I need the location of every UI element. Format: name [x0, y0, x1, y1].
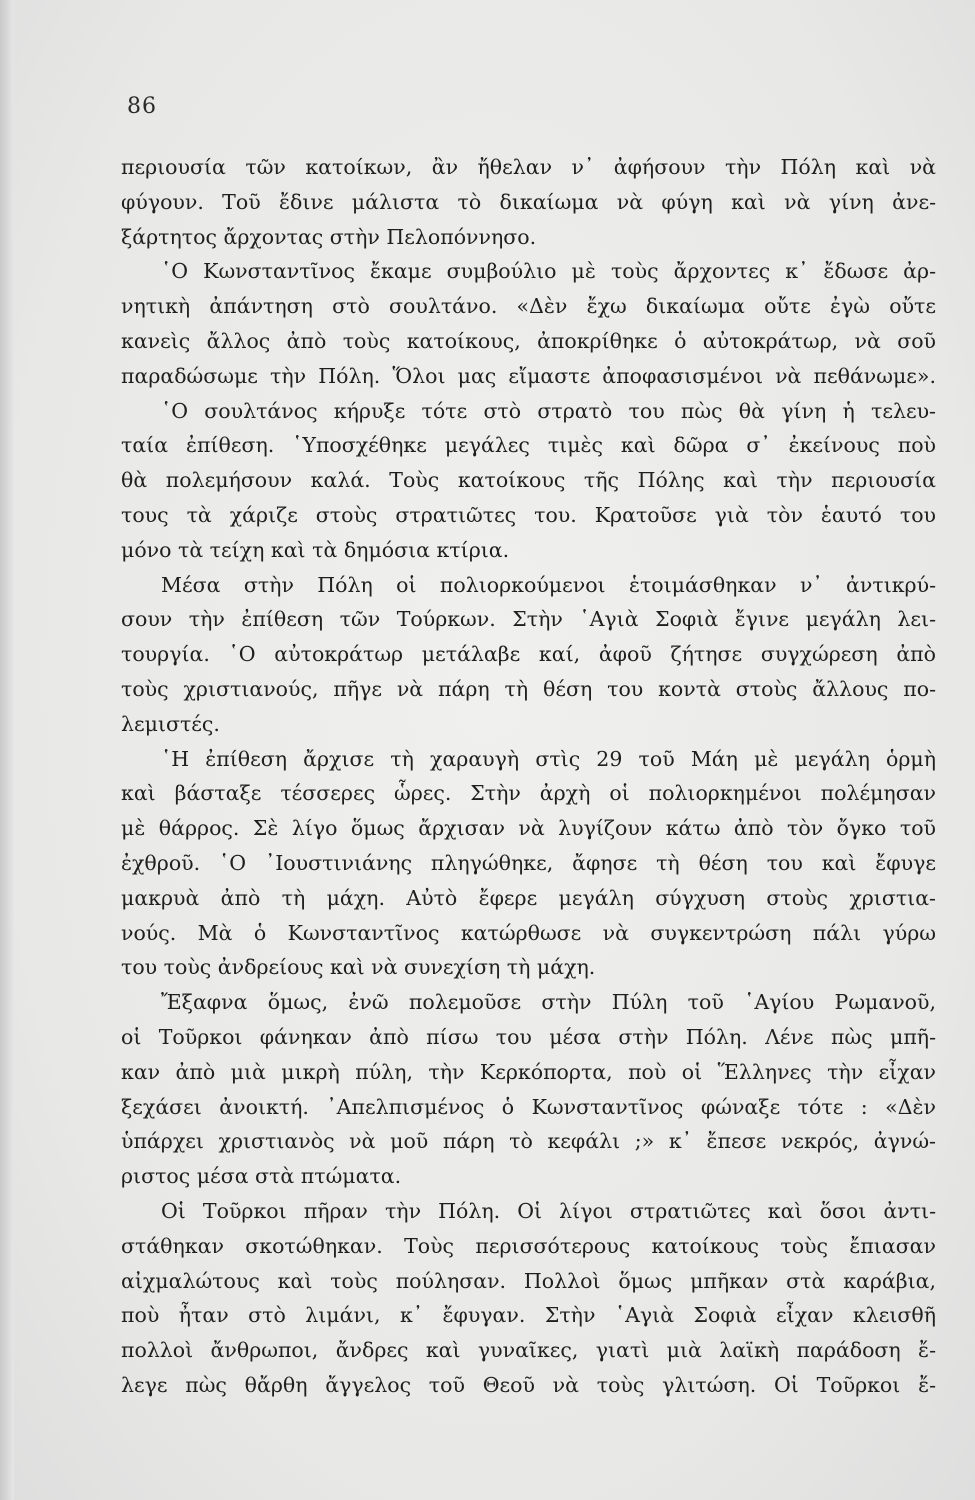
text-line: κανεὶς ἄλλος ἀπὸ τοὺς κατοίκους, ἀποκρίθηκε ὁ αὐτοκράτωρ, νὰ σοῦ [121, 328, 936, 353]
text-line: νητικὴ ἀπάντηση στὸ σουλτάνο. «Δὲν ἔχω δικαίωμα οὔτε ἐγὼ οὔτε [121, 294, 936, 319]
text-line: μακρυὰ ἀπὸ τὴ μάχη. Αὐτὸ ἔφερε μεγάλη σύγχυση στοὺς χριστια- [121, 885, 936, 910]
text-line: στάθηκαν σκοτώθηκαν. Τοὺς περισσότερους κατοίκους τοὺς ἔπιασαν [121, 1233, 936, 1258]
text-line: του τοὺς ἀνδρείους καὶ νὰ συνεχίση τὴ μάχη. [121, 955, 596, 980]
text-line: καὶ βάσταξε τέσσερες ὧρες. Στὴν ἀρχὴ οἱ πολιορκημένοι πολέμησαν [121, 781, 936, 806]
text-line: ποὺ ἦταν στὸ λιμάνι, κ᾿ ἔφυγαν. Στὴν ῾Αγιὰ Σοφιὰ εἶχαν κλεισθῆ [121, 1303, 936, 1328]
text-line: καν ἀπὸ μιὰ μικρὴ πύλη, τὴν Κερκόπορτα, ποὺ οἱ Ἕλληνες τὴν εἶχαν [121, 1059, 936, 1084]
text-line: ἐχθροῦ. ῾Ο ᾿Ιουστινιάνης πληγώθηκε, ἄφησε τὴ θέση του καὶ ἔφυγε [121, 850, 936, 875]
text-line: φύγουν. Τοῦ ἔδινε μάλιστα τὸ δικαίωμα νὰ φύγη καὶ νὰ γίνη ἀνε- [121, 189, 936, 214]
text-line: πολλοὶ ἄνθρωποι, ἄνδρες καὶ γυναῖκες, γιατὶ μιὰ λαϊκὴ παράδοση ἔ- [121, 1338, 936, 1363]
text-line: μόνο τὰ τείχη καὶ τὰ δημόσια κτίρια. [121, 537, 510, 562]
text-line: ριστος μέσα στὰ πτώματα. [121, 1164, 402, 1189]
text-line: τους τὰ χάριζε στοὺς στρατιῶτες του. Κρατοῦσε γιὰ τὸν ἑαυτό του [121, 502, 936, 527]
text-line: ξάρτητος ἄρχοντας στὴν Πελοπόννησο. [121, 224, 537, 249]
text-line: ῾Η ἐπίθεση ἄρχισε τὴ χαραυγὴ στὶς 29 τοῦ Μάη μὲ μεγάλη ὁρμὴ [161, 746, 936, 771]
text-line: θὰ πολεμήσουν καλά. Τοὺς κατοίκους τῆς Πόλης καὶ τὴν περιουσία [121, 468, 936, 493]
page-number: 86 [127, 94, 157, 119]
page-binding-edge [0, 0, 14, 1500]
text-line: Οἱ Τοῦρκοι πῆραν τὴν Πόλη. Οἱ λίγοι στρατιῶτες καὶ ὅσοι ἀντι- [161, 1198, 936, 1223]
text-line: οἱ Τοῦρκοι φάνηκαν ἀπὸ πίσω του μέσα στὴν Πόλη. Λένε πὼς μπῆ- [121, 1024, 936, 1049]
text-line: αἰχμαλώτους καὶ τοὺς πούλησαν. Πολλοὶ ὅμως μπῆκαν στὰ καράβια, [121, 1268, 936, 1293]
text-line: ξεχάσει ἀνοικτή. ᾿Απελπισμένος ὁ Κωνσταντῖνος φώναξε τότε : «Δὲν [121, 1094, 936, 1119]
text-line: περιουσία τῶν κατοίκων, ἂν ἤθελαν ν᾿ ἀφήσουν τὴν Πόλη καὶ νὰ [121, 155, 936, 179]
text-line: ὑπάρχει χριστιανὸς νὰ μοῦ πάρη τὸ κεφάλι ;» κ᾿ ἔπεσε νεκρός, ἀγνώ- [121, 1129, 936, 1154]
text-line: τουργία. ῾Ο αὐτοκράτωρ μετάλαβε καί, ἀφοῦ ζήτησε συγχώρεση ἀπὸ [121, 642, 936, 667]
text-line: ῾Ο Κωνσταντῖνος ἔκαμε συμβούλιο μὲ τοὺς ἄρχοντες κ᾿ ἔδωσε ἀρ- [161, 259, 936, 284]
text-line: ταία ἐπίθεση. ῾Υποσχέθηκε μεγάλες τιμὲς καὶ δῶρα σ᾿ ἐκείνους ποὺ [121, 433, 936, 458]
text-line: παραδώσωμε τὴν Πόλη. Ὅλοι μας εἴμαστε ἀποφασισμένοι νὰ πεθάνωμε». [121, 363, 936, 388]
text-line: λεμιστές. [121, 711, 220, 736]
text-line: τοὺς χριστιανούς, πῆγε νὰ πάρη τὴ θέση του κοντὰ στοὺς ἄλλους πο- [121, 676, 936, 701]
text-line: μὲ θάρρος. Σὲ λίγο ὅμως ἄρχισαν νὰ λυγίζουν κάτω ἀπὸ τὸν ὄγκο τοῦ [121, 816, 936, 841]
text-line: ῾Ο σουλτάνος κήρυξε τότε στὸ στρατὸ του πὼς θὰ γίνη ἡ τελευ- [161, 398, 936, 423]
text-line: σουν τὴν ἐπίθεση τῶν Τούρκων. Στὴν ῾Αγιὰ Σοφιὰ ἔγινε μεγάλη λει- [121, 607, 936, 632]
text-line: νούς. Μὰ ὁ Κωνσταντῖνος κατώρθωσε νὰ συγκεντρώση πάλι γύρω [121, 920, 936, 945]
text-line: Ἔξαφνα ὅμως, ἐνῶ πολεμοῦσε στὴν Πύλη τοῦ ῾Αγίου Ρωμανοῦ, [161, 990, 936, 1015]
body-text [121, 150, 936, 1403]
text-line: λεγε πὼς θἄρθη ἄγγελος τοῦ Θεοῦ νὰ τοὺς γλιτώση. Οἱ Τοῦρκοι ἔ- [121, 1372, 936, 1397]
text-line: Μέσα στὴν Πόλη οἱ πολιορκούμενοι ἑτοιμάσθηκαν ν᾿ ἀντικρύ- [161, 572, 936, 597]
